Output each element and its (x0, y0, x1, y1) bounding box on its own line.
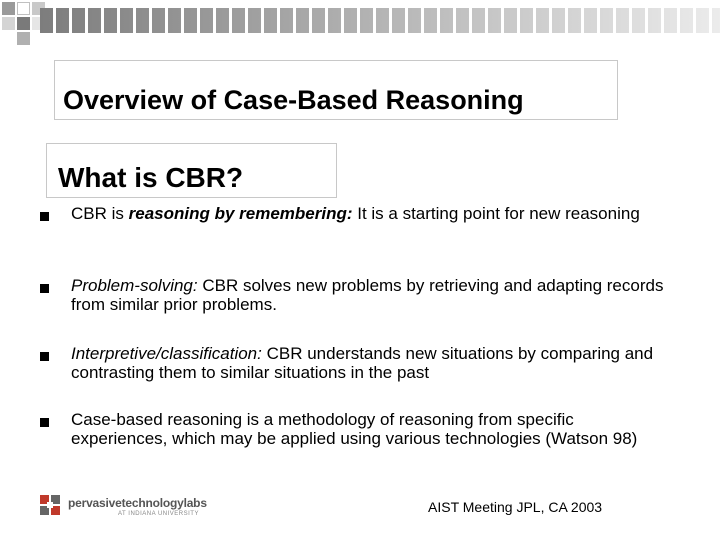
logo-name: pervasivetechnologylabs (68, 496, 207, 510)
bullet-text: CBR understands new situations by comparing and contrasting them to similar situations in the past (71, 344, 654, 382)
bullet-text: CBR is (71, 204, 129, 223)
bullet-square-icon (40, 212, 49, 221)
bullet-emphasis: Interpretive/classification: (71, 344, 262, 363)
logo-subtitle: AT INDIANA UNIVERSITY (118, 511, 199, 517)
bullet-text: Case-based reasoning is a methodology of reasoning from specific experiences, which may be applied using various technologies (Watson 98) (71, 410, 638, 448)
bullet-square-icon (40, 418, 49, 427)
title-box (54, 60, 618, 120)
bullet-square-icon (40, 284, 49, 293)
top-decorative-band (40, 8, 720, 33)
bullet-text: CBR solves new problems by retrieving and adapting records from similar prior problems. (71, 276, 664, 314)
bullet-emphasis: Problem-solving: (71, 276, 198, 295)
bullet-emphasis: reasoning by remembering: (128, 204, 353, 223)
bullet-text: It is a starting point for new reasoning (352, 204, 640, 223)
section-heading: What is CBR? (58, 162, 244, 193)
subtitle-box (46, 143, 337, 198)
page-title: Overview of Case-Based Reasoning (63, 85, 524, 115)
footer-text: AIST Meeting JPL, CA 2003 (428, 499, 603, 515)
bullet-square-icon (40, 352, 49, 361)
pervasive-labs-logo-icon (38, 493, 62, 517)
pervasive-labs-logo (38, 493, 248, 523)
